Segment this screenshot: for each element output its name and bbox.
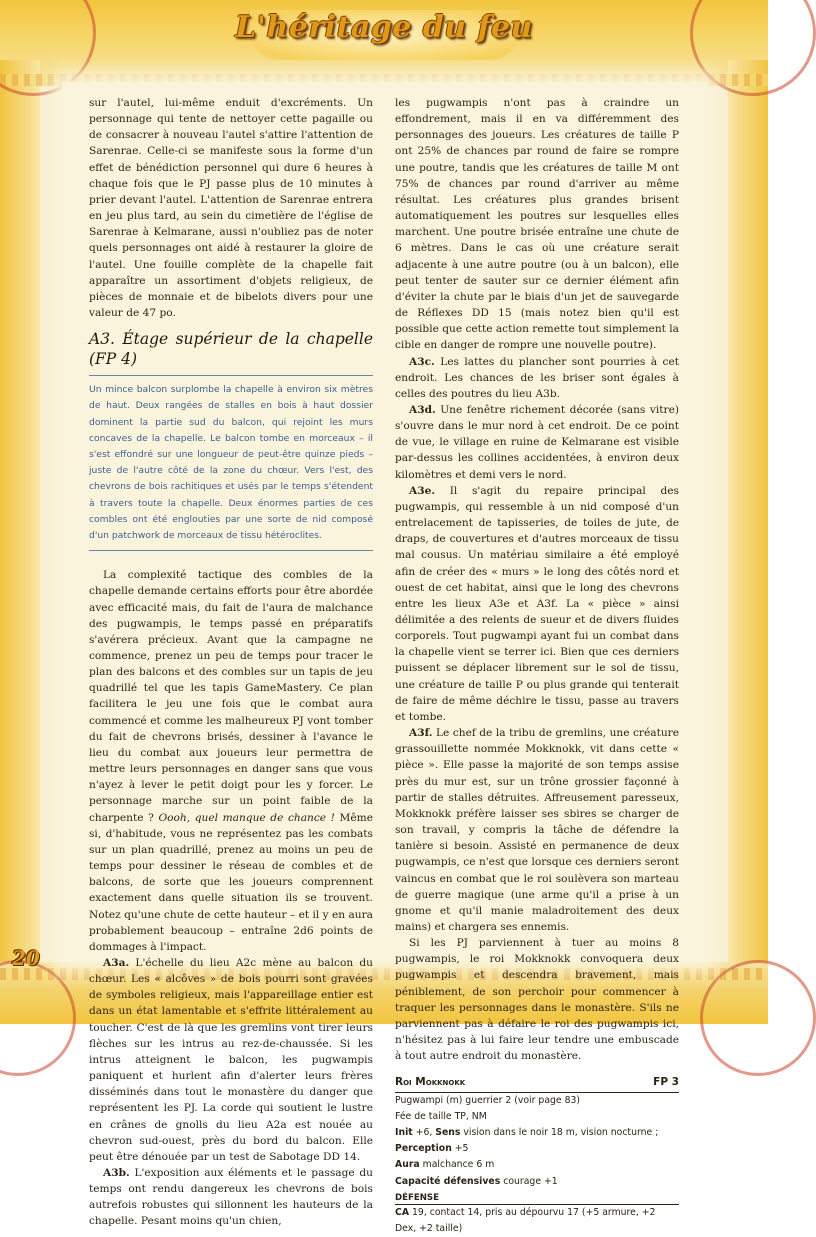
paragraph-text: L'exposition aux éléments et le passage du temps ont rendu dangereux les chevrons de bois autrefois robustes qui sillonnent les hauteurs de la chapelle. Pesant moins qu'un chien, <box>89 1167 373 1228</box>
stat-value: malchance 6 m <box>419 1159 495 1171</box>
stat-value: 19, contact 14, pris au dépourvu 17 (+5 armure, +2 Dex, +2 taille) <box>395 1206 656 1234</box>
stat-line: Fée de taille TP, NM <box>395 1110 487 1122</box>
intro-paragraph: sur l'autel, lui-même enduit d'excréments. Un personnage qui tente de nettoyer cette pagaille ou de consacrer à nouveau l'autel s'attire l'attention de Sarenrae. Celle-ci se manifeste sous la forme d'un effet de bénédiction personnel qui dure 6 heures à chaque fois que le PJ passe plus de 10 minutes à prier devant l'autel. L'attention de Sarenrae entrera en jeu plus tard, au sein du cimetière de l'église de Sarenrae à Kelmarane, aussi n'oubliez pas de noter quels personnages ont aidé à restaurer la gloire de l'autel. Une fouille complète de la chapelle fait apparaître un assortiment d'objets religieux, de pièces de monnaie et de bibelots divers pour une valeur de 47 po. <box>89 97 373 320</box>
area-label: A3b. <box>103 1167 130 1179</box>
stat-key: Capacité défensives <box>395 1175 501 1187</box>
stat-value: +5 <box>451 1143 469 1155</box>
area-a3a-paragraph <box>89 955 373 1165</box>
continued-paragraph: les pugwampis n'ont pas à craindre un effondrement, mais il en va différemment des personnages des joueurs. Les créatures de taille P ont 25% de chances par round de faire se rompre une poutre, tandis que les créatures de taille M ont 75% de chances par round d'arriver au même résultat. Les créatures plus grandes brisent automatiquement les poutres sur lesquelles elles marchent. Une poutre brisée entraîne une chute de 6 mètres. Dans le cas où une créature serait adjacente à une autre poutre (ou à un balcon), elle peut tenter de sauter sur ce dernier élément afin d'éviter la chute par le biais d'un jet de sauvegarde de Réflexes DD 15 (mais notez bien qu'il est possible que cette action remette tout simplement la cible en danger de rompre une nouvelle poutre). <box>395 97 679 352</box>
area-a3e-paragraph <box>395 483 679 725</box>
read-aloud-box: Un mince balcon surplombe la chapelle à environ six mètres de haut. Deux rangées de stalles en bois à haut dossier dominent la partie sud du balcon, qui rejoint les murs concaves de la chapelle. Le balcon tombe en morceaux – il s'est effondré sur une longueur de peut-être quinze pieds – juste de l'autre côté de la zone du chœur. Vers l'est, des chevrons de bois rachitiques et usés par le temps s'étendent à travers toute la chapelle. Deux énormes parties de ces combles ont été englouties par une sorte de nid composé d'un patchwork de morceaux de tissu hétéroclites. <box>89 375 373 551</box>
stat-line-defensive <box>395 1174 679 1190</box>
complexity-paragraph <box>89 567 373 955</box>
area-a3f-paragraph <box>395 725 679 935</box>
creature-name: Roi Mokknokk <box>395 1076 466 1089</box>
stat-value: vision dans le noir 18 m, vision nocturne ; <box>460 1126 659 1138</box>
area-label: A3a. <box>103 956 130 969</box>
paragraph-text: Il s'agit du repaire principal des pugwampis, qui ressemble à un nid composé d'un entrelacement de tapisseries, de toiles de jute, de draps, de couvertures et d'autres morceaux de tissu mal cousus. Un matériau similaire a été employé afin de créer des « murs » le long des côtés nord et ouest de cet habitat, ainsi que le long des chevrons entre les lieux A3e et A3f. La « pièce » ainsi délimitée a des relents de sueur et de divers fluides corporels. Tout pugwampi ayant fui un combat dans la chapelle vient se terrer ici. Bien que ces derniers puissent se déplacer librement sur le sol de tissu, une créature de taille P ou plus grande qui tenterait de faire de même déchire le tissu, passe au travers et tombe. <box>395 484 679 723</box>
stat-line-init <box>395 1125 679 1157</box>
area-a3d-paragraph <box>395 402 679 483</box>
paragraph-text: Même si, d'habitude, vous ne représentez pas les combats sur un plan quadrillé, prenez au moins un peu de temps pour dessiner le réseau de combles et de balcons, de sorte que les joueurs comprennent exactement dans quelle situation ils se trouvent. Notez qu'une chute de cette hauteur – et il y en aura probablement beaucoup – entraîne 2d6 points de dommages à l'impact. <box>89 811 373 953</box>
corner-flourish-icon <box>700 960 816 1076</box>
stat-line: Pugwampi (m) guerrier 2 (voir page 83) <box>395 1094 581 1106</box>
section-title: A3. Étage supérieur de la chapelle (FP 4) <box>89 330 373 369</box>
left-ornament-border <box>0 60 40 990</box>
stat-key: CA <box>395 1206 410 1218</box>
paragraph-text: L'échelle du lieu A2c mène au balcon du chœur. Les « alcôves » de bois pourri sont gravées de symboles religieux, mais l'appareillage entier est dans un état lamentable et s'effrite littéralement au toucher. C'est de là que les gremlins vont tirer leurs flèches sur les intrus au rez-de-chaussée. Si les intrus atteignent le balcon, les pugwampis paniquent et hurlent afin d'alerter leurs frères disséminés dans tout le monastère du danger que représentent les PJ. La corde qui soutient le lustre en crânes de gnolls du lieu A2a est nouée au chevron sud-ouest, près du bord du balcon. Elle peut être dénouée par un test de Sabotage DD 14. <box>89 956 373 1163</box>
challenge-rating: FP 3 <box>653 1076 679 1089</box>
closing-paragraph: Si les PJ parviennent à tuer au moins 8 pugwampis, le roi Mokknokk convoquera deux pugwampis et descendra bravement, mais péniblement, de son perchoir pour commencer à traquer les personnages dans le monastère. S'ils ne parviennent pas à défaire le roi des pugwampis ici, n'hésitez pas à lui faire leur tendre une embuscade à tout autre endroit du monastère. <box>395 937 679 1063</box>
stat-key: Sens <box>435 1126 461 1138</box>
stat-value: courage +1 <box>500 1175 558 1187</box>
paragraph-text: La complexité tactique des combles de la chapelle demande certains efforts pour être abordée avec efficacité mais, du fait de l'aura de malchance des pugwampis, le temps passé en préparatifs s'avérera précieux. Avant que la campagne ne commence, prenez un peu de temps pour tracer le plan des balcons et des combles sur un tapis de jeu quadrillé tel que les tapis GameMastery. Ce plan facilitera le jeu une fois que le combat aura commencé et comme les malheureux PJ vont tomber du fait de chevrons brisés, dessiner à l'avance le lieu du combat aux joueurs leur permettra de mettre leurs personnages en danger sans que vous n'ayez à lever le petit doigt pour les y forcer. Le personnage marche sur un point faible de la charpente ? <box>89 569 373 824</box>
area-label: A3f. <box>409 727 433 740</box>
italic-aside: Oooh, quel manque de chance ! <box>158 811 335 824</box>
stat-key: Init <box>395 1126 413 1138</box>
paragraph-text: Les lattes du plancher sont pourries à cet endroit. Les chances de les briser sont égales à celles des poutres du lieu A3b. <box>395 355 679 400</box>
stat-value: +6, <box>412 1126 436 1138</box>
right-ornament-border <box>728 60 768 990</box>
stat-key: Perception <box>395 1143 452 1155</box>
left-column <box>89 95 373 1230</box>
stat-line-ac <box>395 1205 679 1237</box>
stat-block <box>395 1074 679 1237</box>
area-label: A3d. <box>409 403 436 416</box>
area-a3c-paragraph <box>395 354 679 402</box>
page-title: L'héritage du feu <box>235 10 533 45</box>
area-a3b-paragraph <box>89 1165 373 1230</box>
paragraph-text: Une fenêtre richement décorée (sans vitre) s'ouvre dans le mur nord à cet endroit. De ce point de vue, le village en ruine de Kelmarane est visible par-dessus les collines accidentées, à environ deux kilomètres et demi vers le nord. <box>395 403 679 481</box>
defense-section-header: DÉFENSE <box>395 1192 679 1205</box>
paragraph-text: Le chef de la tribu de gremlins, une créature grassouillette nommée Mokknokk, vit dans cette « pièce ». Elle passe la majorité de son temps assise près du mur est, sur un trône grossier façonné à partir de stalles détruites. Affreusement paresseux, Mokknokk préfère laisser ses sbires se charger de son travail, y compris la tâche de défendre la tanière si besoin. Assisté en permanence de deux pugwampis, ce n'est que lorsque ces derniers seront vaincus en combat que le roi soulèvera son marteau de guerre magique (une arme qu'il a prise à un gnome et qu'il manie maladroitement des deux mains) et chargera ses ennemis. <box>395 727 679 933</box>
area-label: A3c. <box>409 355 435 368</box>
right-column <box>395 95 679 1237</box>
stat-key: Aura <box>395 1159 420 1171</box>
stat-line-aura <box>395 1157 679 1173</box>
page-number: 20 <box>12 946 40 970</box>
stat-block-header <box>395 1074 679 1092</box>
area-label: A3e. <box>409 484 436 497</box>
